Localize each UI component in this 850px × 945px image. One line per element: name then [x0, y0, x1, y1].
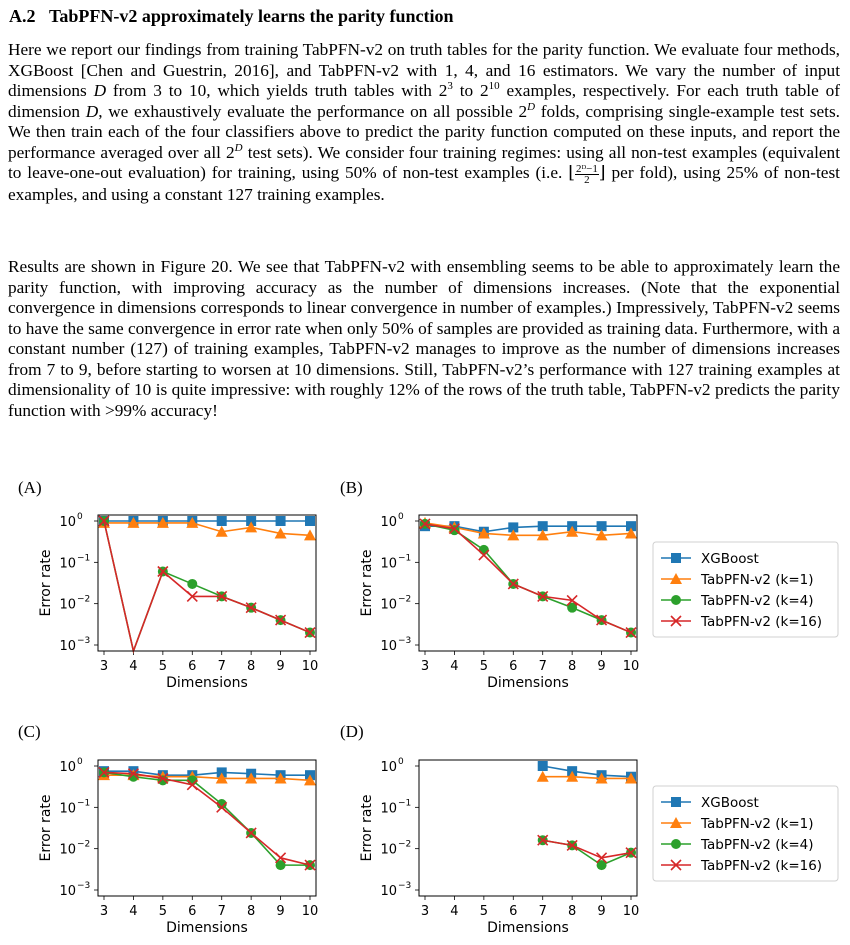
x-tick-label: 4 — [450, 659, 459, 674]
y-tick-exponent: −1 — [398, 798, 412, 809]
legend-2 — [653, 786, 838, 881]
x-tick-label: 10 — [301, 904, 319, 919]
x-tick-label: 8 — [247, 904, 256, 919]
series-line — [543, 840, 631, 865]
legend-label: XGBoost — [701, 795, 759, 811]
y-tick-label: 10 — [59, 556, 76, 572]
p1-power-base: 2 — [438, 81, 448, 100]
y-tick-exponent: 0 — [398, 757, 404, 767]
p1-power-exp: 3 — [447, 80, 453, 93]
series-line — [104, 521, 310, 651]
p1-text-6: folds, comprising single-example test sets. We then train each of the four classifiers above to predict the parity function computed on these inputs, and report the performance averaged over all — [8, 101, 840, 162]
p1-var-d2: D — [85, 101, 99, 121]
y-tick-label: 10 — [380, 884, 397, 899]
data-point — [538, 761, 548, 771]
x-axis-label: Dimensions — [166, 675, 248, 691]
legend-label: TabPFN-v2 (k=1) — [701, 572, 814, 588]
y-tick-label: 10 — [380, 515, 397, 530]
panel-label-b: (B) — [340, 478, 363, 497]
chart-panel-2 — [359, 512, 639, 691]
x-tick-label: 8 — [568, 659, 577, 674]
legend-marker — [671, 839, 681, 849]
p3-power-base: 2 — [518, 101, 528, 121]
series-line — [543, 766, 631, 777]
p3-power-exp: D — [527, 100, 536, 113]
chart-panel-3 — [38, 757, 318, 936]
y-tick-exponent: −2 — [77, 839, 91, 850]
x-tick-label: 4 — [129, 904, 138, 919]
y-tick-label: 10 — [59, 884, 76, 899]
chart-panel-4 — [359, 757, 639, 936]
y-tick-label: 10 — [59, 639, 76, 654]
x-tick-label: 6 — [509, 659, 518, 674]
paragraph-2: Results are shown in Figure 20. We see that TabPFN-v2 with ensembling seems to be able to approximately learn the parity function, with improving accuracy as the number of dimensions increases. (Note that the exponential convergence in dimensions corresponds to linear convergence in number of examples.) Impressively, TabPFN-v2 seems to have the same convergence in error rate when only 50% of samples are provided as training data. Furthermore, with a constant number (127) of training examples, TabPFN-v2 manages to improve as the number of dimensions increases from 7 to 9, before starting to worsen at 10 dimensions. Still, TabPFN-v2’s performance with 127 training examples at dimensionality of 10 is quite impressive: with roughly 12% of the rows of the truth table, TabPFN-v2 predicts the parity function with >99% accuracy! — [8, 257, 840, 420]
fraction-denominator: 2 — [584, 173, 590, 186]
y-tick-label: 10 — [380, 842, 397, 858]
data-point — [449, 525, 459, 535]
legend-label: TabPFN-v2 (k=16) — [701, 858, 823, 874]
data-point — [276, 516, 286, 526]
p4-power-exp: D — [234, 141, 243, 154]
x-tick-label: 5 — [479, 904, 488, 919]
x-axis-label: Dimensions — [487, 675, 569, 691]
x-tick-label: 3 — [99, 904, 109, 919]
y-tick-label: 10 — [59, 842, 76, 858]
legend-marker — [671, 553, 681, 563]
x-tick-label: 9 — [276, 659, 285, 674]
data-point — [187, 579, 197, 589]
y-tick-exponent: −2 — [398, 839, 412, 850]
legend-label: TabPFN-v2 (k=4) — [701, 593, 814, 609]
y-axis-label: Error rate — [359, 794, 375, 862]
x-tick-label: 9 — [597, 659, 606, 674]
x-tick-label: 7 — [538, 659, 547, 674]
x-tick-label: 8 — [568, 904, 577, 919]
y-tick-exponent: −3 — [77, 881, 91, 891]
legend-label: TabPFN-v2 (k=16) — [701, 614, 823, 630]
legend-1 — [653, 542, 838, 637]
y-axis-label: Error rate — [38, 549, 54, 617]
x-tick-label: 3 — [420, 659, 430, 674]
x-tick-label: 5 — [479, 659, 488, 674]
x-tick-label: 5 — [158, 659, 167, 674]
y-tick-label: 10 — [59, 515, 76, 530]
x-tick-label: 5 — [158, 904, 167, 919]
x-tick-label: 9 — [597, 904, 606, 919]
y-tick-exponent: −3 — [398, 881, 412, 891]
data-point — [158, 775, 168, 785]
data-point — [305, 516, 315, 526]
x-tick-label: 3 — [420, 904, 430, 919]
y-tick-exponent: −3 — [398, 636, 412, 646]
p1-text-4: examples, respectively. For each truth table of dimension — [8, 81, 840, 121]
x-tick-label: 3 — [99, 659, 109, 674]
x-tick-label: 7 — [217, 659, 226, 674]
y-axis-label: Error rate — [38, 794, 54, 862]
x-tick-label: 9 — [276, 904, 285, 919]
p1-text-7: test sets). We consider four training regimes: using all non-test examples (equivalent to leave-one-out evaluation) for training, using 50% of non-test examples (i.e. — [8, 142, 840, 182]
legend-label: TabPFN-v2 (k=4) — [701, 837, 814, 853]
x-axis-label: Dimensions — [487, 920, 569, 936]
y-tick-label: 10 — [380, 760, 397, 775]
legend-marker — [671, 797, 681, 807]
fraction-numerator: 2ᴰ−1 — [575, 162, 598, 175]
p1-var-d: D — [93, 81, 107, 100]
y-tick-exponent: 0 — [77, 757, 83, 767]
legend-label: TabPFN-v2 (k=1) — [701, 816, 814, 832]
y-tick-label: 10 — [380, 597, 397, 613]
y-tick-exponent: −2 — [77, 594, 91, 605]
y-tick-exponent: −1 — [398, 553, 412, 564]
x-tick-label: 6 — [188, 904, 197, 919]
data-point — [217, 516, 227, 526]
p2-power-base: 2 — [480, 81, 489, 100]
x-tick-label: 10 — [301, 659, 319, 674]
x-axis-label: Dimensions — [166, 920, 248, 936]
p4-power-base: 2 — [226, 142, 235, 162]
y-tick-label: 10 — [59, 760, 76, 775]
x-tick-label: 4 — [129, 659, 138, 674]
chart-panel-1 — [38, 512, 318, 691]
y-tick-label: 10 — [380, 801, 397, 817]
y-tick-exponent: −3 — [77, 636, 91, 646]
x-tick-label: 8 — [247, 659, 256, 674]
panel-label-a: (A) — [18, 478, 42, 497]
panel-label-c: (C) — [18, 722, 41, 741]
y-axis-label: Error rate — [359, 549, 375, 617]
y-tick-exponent: 0 — [77, 512, 83, 522]
y-tick-label: 10 — [380, 639, 397, 654]
series-line — [104, 521, 310, 651]
x-tick-label: 10 — [622, 904, 640, 919]
panel-label-d: (D) — [340, 722, 364, 741]
p2-power-exp: 10 — [488, 80, 500, 93]
y-tick-exponent: −1 — [77, 798, 91, 809]
section-title: TabPFN-v2 approximately learns the parity function — [49, 6, 454, 26]
series-line — [104, 772, 310, 865]
floor-right: ⌋ — [598, 163, 606, 182]
x-tick-label: 7 — [217, 904, 226, 919]
x-tick-label: 10 — [622, 659, 640, 674]
y-tick-label: 10 — [59, 597, 76, 613]
y-tick-exponent: 0 — [398, 512, 404, 522]
series-line — [104, 772, 310, 865]
p1-text-1: Here we report our findings from training TabPFN-v2 on truth tables for the parity function. We evaluate four methods, XGBoost [Chen and Guestrin, 2016], and TabPFN-v2 with 1, 4, and 16 estimators. We vary the number of input dimensions — [8, 40, 840, 100]
p1-text-8: per fold), using 25% of non-test examples, and using a constant 127 training examples. — [8, 163, 840, 204]
x-tick-label: 7 — [538, 904, 547, 919]
x-tick-label: 4 — [450, 904, 459, 919]
y-tick-label: 10 — [380, 556, 397, 572]
section-number: A.2 — [9, 6, 36, 26]
legend-marker — [671, 595, 681, 605]
y-tick-exponent: −1 — [77, 553, 91, 564]
series-line — [543, 777, 631, 779]
p1-text-3: to — [452, 81, 480, 100]
y-tick-exponent: −2 — [398, 594, 412, 605]
p1-text-2: from 3 to 10, which yields truth tables with — [106, 81, 439, 100]
y-tick-label: 10 — [59, 801, 76, 817]
x-tick-label: 6 — [509, 904, 518, 919]
legend-label: XGBoost — [701, 551, 759, 567]
data-point — [479, 545, 489, 555]
floor-left: ⌊ — [568, 163, 575, 182]
p1-text-5: , we exhaustively evaluate the performance on all possible — [98, 101, 519, 121]
x-tick-label: 6 — [188, 659, 197, 674]
